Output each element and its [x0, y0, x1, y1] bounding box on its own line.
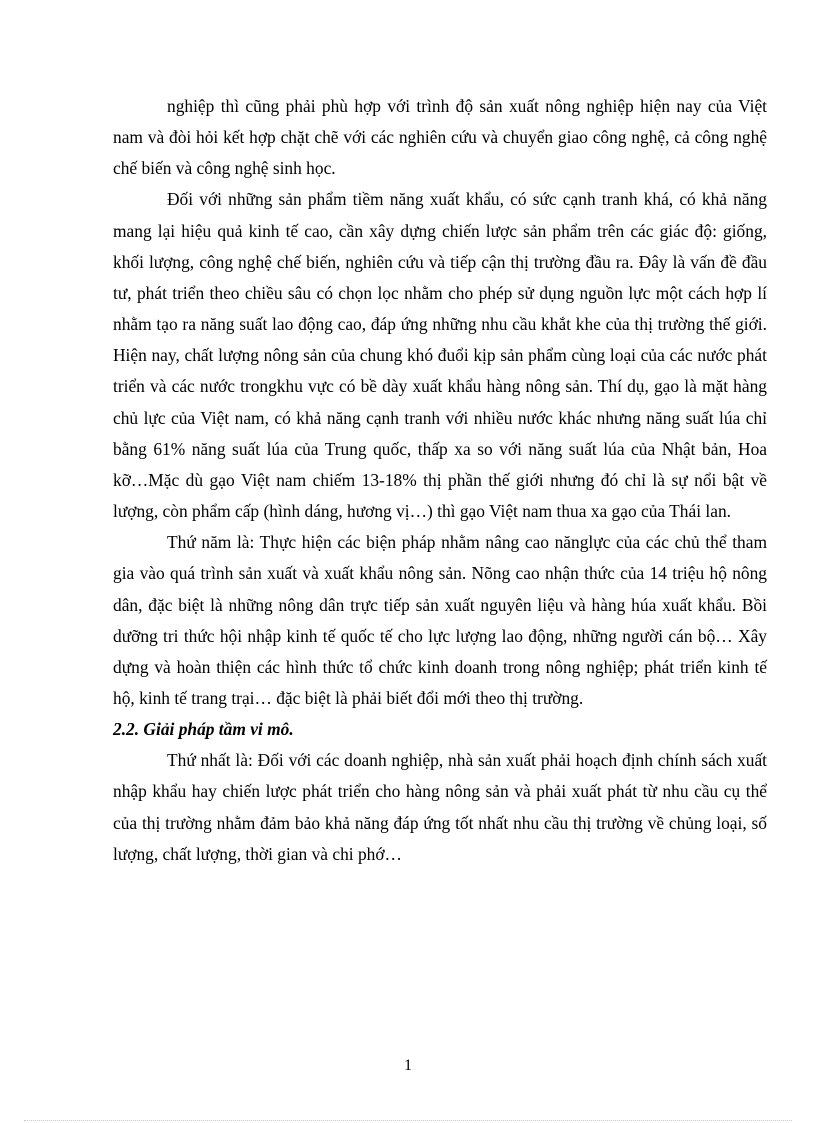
- page-bottom-divider: [24, 1120, 792, 1121]
- page-number: 1: [404, 1057, 412, 1074]
- section-heading: 2.2. Giải pháp tầm vi mô.: [113, 719, 294, 740]
- paragraph-export-products: Đối với những sản phẩm tiềm năng xuất khẩu, có sức cạnh tranh khá, có khả năng mang lại hiệu quả kinh tế cao, cần xây dựng chiến lược sản phẩm trên các giác độ: giống, khối lượng, công nghệ chế biến, nghiên cứu và tiếp cận thị trường đầu ra. Đây là vấn đề đầu tư, phát triển theo chiều sâu có chọn lọc nhằm cho phép sử dụng nguồn lực một cách hợp lí nhằm tạo ra năng suất lao động cao, đáp ứng những nhu cầu khắt khe của thị trường thế giới. Hiện nay, chất lượng nông sản của chung khó đuổi kịp sản phẩm cùng loại của các nước phát triển và các nước trongkhu vực có bề dày xuất khẩu hàng nông sản. Thí dụ, gạo là mặt hàng chủ lực của Việt nam, có khả năng cạnh tranh với nhiều nước khác nhưng năng suất lúa chỉ bằng 61% năng suất lúa của Trung quốc, thấp xa so với năng suất lúa của Nhật bản, Hoa kỡ…Mặc dù gạo Việt nam chiếm 13-18% thị phần thế giới nhưng đó chỉ là sự nổi bật về lượng, còn phẩm cấp (hình dáng, hương vị…) thì gạo Việt nam thua xa gạo của Thái lan.: [113, 189, 767, 522]
- paragraph-fifth-solution: Thứ năm là: Thực hiện các biện pháp nhằm nâng cao nănglực của các chủ thể tham gia vào quá trình sản xuất và xuất khẩu nông sản. Nõng cao nhận thức của 14 triệu hộ nông dân, đặc biệt là những nông dân trực tiếp sản xuất nguyên liệu và hàng húa xuất khẩu. Bồi dưỡng tri thức hội nhập kinh tế quốc tế cho lực lượng lao động, những người cán bộ… Xây dựng và hoàn thiện các hình thức tổ chức kinh doanh trong nông nghiệp; phát triển kinh tế hộ, kinh tế trang trại… đặc biệt là phải biết đổi mới theo thị trường.: [113, 532, 767, 708]
- document-body: [113, 91, 767, 870]
- paragraph-continuation: nghiệp thì cũng phải phù hợp với trình độ sản xuất nông nghiệp hiện nay của Việt nam và đòi hỏi kết hợp chặt chẽ với các nghiên cứu và chuyển giao công nghệ, cả công nghệ chế biến và công nghệ sinh học.: [113, 96, 767, 179]
- paragraph-first-solution: Thứ nhất là: Đối với các doanh nghiệp, nhà sản xuất phải hoạch định chính sách xuất nhập khẩu hay chiến lược phát triển cho hàng nông sản và phải xuất phát từ nhu cầu cụ thể của thị trường nhằm đảm bảo khả năng đáp ứng tốt nhất nhu cầu thị trường về chủng loại, số lượng, chất lượng, thời gian và chi phớ…: [113, 750, 767, 864]
